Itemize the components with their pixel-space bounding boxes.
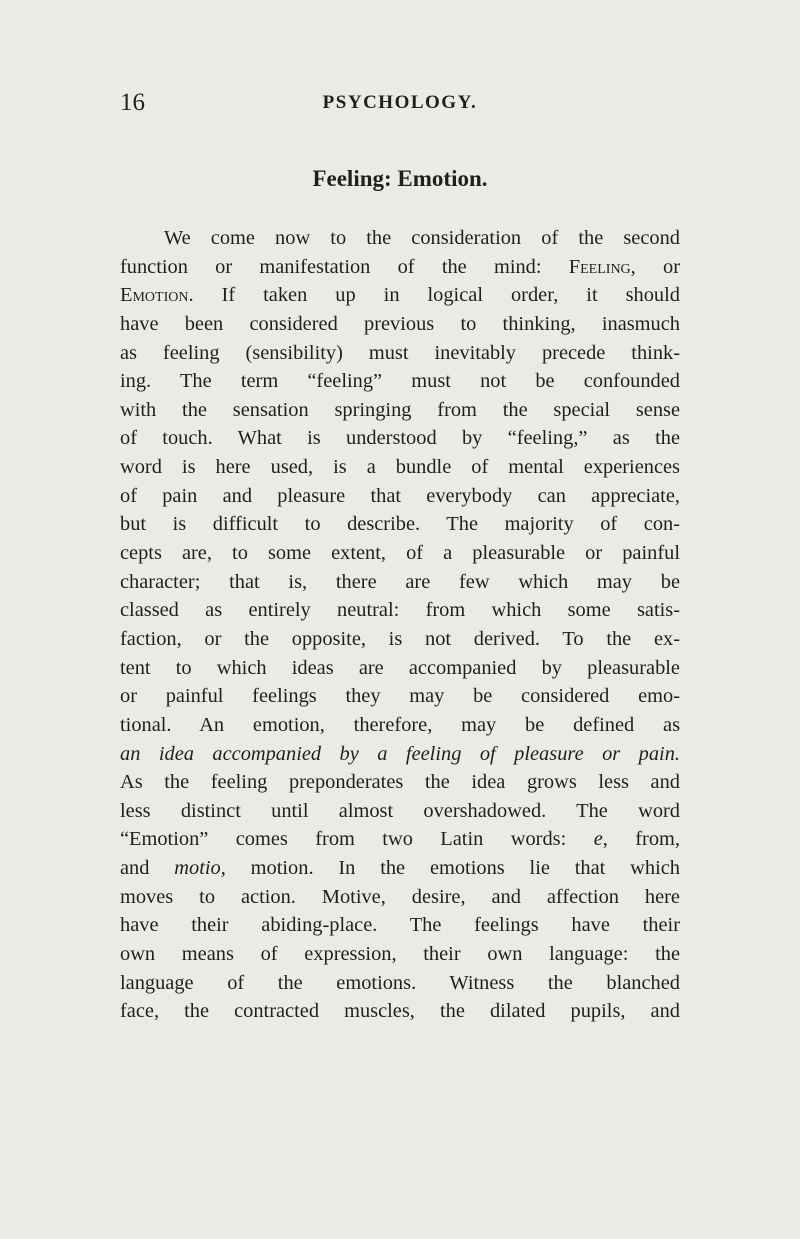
text-line: word is here used, is a bundle of mental experiences [120, 456, 680, 479]
text-line: function or manifestation of the mind: Feeling, or [120, 255, 680, 278]
text-line: cepts are, to some extent, of a pleasurable or painful [120, 542, 680, 565]
text-line: As the feeling preponderates the idea grows less and [120, 771, 680, 794]
text-line: character; that is, there are few which may be [120, 570, 680, 593]
text-line: have been considered previous to thinking, inasmuch [120, 312, 680, 335]
text-line: less distinct until almost overshadowed. The word [120, 799, 680, 822]
text-line: We come now to the consideration of the second [164, 227, 680, 249]
text-line: of pain and pleasure that everybody can appreciate, [120, 484, 680, 507]
text-line: tent to which ideas are accompanied by pleasurable [120, 656, 680, 679]
text-line: of touch. What is understood by “feeling,” as the [120, 427, 680, 450]
text-line: tional. An emotion, therefore, may be defined as [120, 713, 680, 736]
text-line: ing. The term “feeling” must not be confounded [120, 370, 680, 393]
text-line: own means of expression, their own language: the [120, 943, 680, 966]
text-line: moves to action. Motive, desire, and affection here [120, 885, 680, 908]
text-line: have their abiding-place. The feelings have their [120, 914, 680, 937]
text-line: Emotion. If taken up in logical order, it should [120, 284, 680, 307]
body-paragraph [120, 224, 680, 1026]
section-heading: Feeling: Emotion. [312, 166, 488, 191]
text-line: with the sensation springing from the special sense [120, 398, 680, 421]
page-number: 16 [120, 89, 145, 116]
text-line: “Emotion” comes from two Latin words: e, from, [120, 828, 680, 851]
running-head [120, 88, 680, 118]
text-line: face, the contracted muscles, the dilated pupils, and [120, 1000, 680, 1023]
text-line-italic-definition: an idea accompanied by a feeling of pleasure or pain. [120, 742, 680, 765]
running-title: PSYCHOLOGY. [322, 92, 478, 113]
text-line: as feeling (sensibility) must inevitably precede think- [120, 341, 680, 364]
text-line: and motio, motion. In the emotions lie that which [120, 857, 680, 880]
text-line: but is difficult to describe. The majority of con- [120, 513, 680, 536]
text-line: faction, or the opposite, is not derived. To the ex- [120, 627, 680, 650]
text-line: language of the emotions. Witness the blanched [120, 971, 680, 994]
text-line: classed as entirely neutral: from which some satis- [120, 599, 680, 622]
text-line: or painful feelings they may be considered emo- [120, 685, 680, 708]
